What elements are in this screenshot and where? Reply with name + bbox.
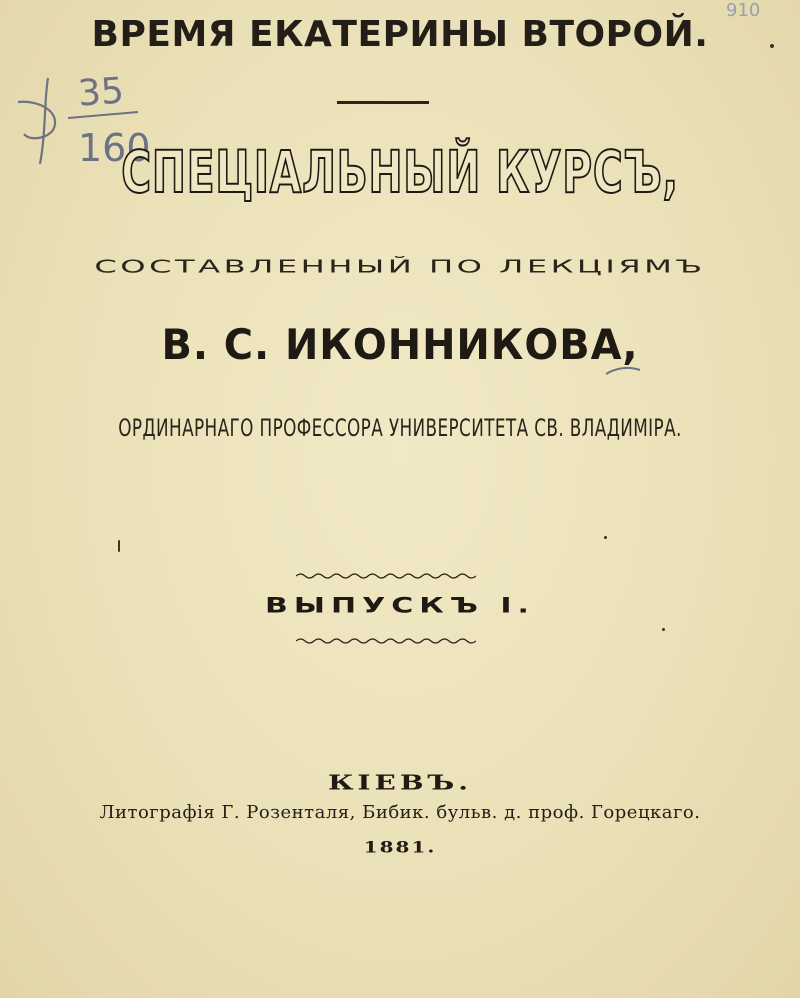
speck-4: [662, 628, 665, 631]
speck-2: [604, 536, 607, 539]
author-name: В. С. ИКОННИКОВА,: [161, 320, 639, 369]
title-divider: [337, 101, 429, 104]
imprint-publisher: Литографія Г. Розенталя, Бибик. бульв. д. проф. Горецкаго.: [99, 802, 701, 823]
imprint-city: КІЕВЪ.: [327, 770, 473, 795]
ornament-bottom: [296, 636, 476, 646]
composed-line: СОСТАВЛЕННЫЙ ПО ЛЕКЦІЯМЪ: [94, 256, 706, 277]
era-title: ВРЕМЯ ЕКАТЕРИНЫ ВТОРОЙ.: [91, 14, 709, 55]
ornament-top: [296, 571, 476, 581]
author-title: ОРДИНАРНАГО ПРОФЕССОРА УНИВЕРСИТЕТА СВ. ВЛАДИМІРА.: [118, 414, 682, 442]
pencil-stroke: [604, 360, 644, 380]
issue-label: ВЫПУСКЪ I.: [265, 592, 535, 619]
shelf-mark-bottom: 160: [78, 126, 151, 170]
shelf-mark-top: 35: [76, 70, 126, 115]
corner-mark: 910: [726, 0, 761, 21]
course-title: СПЕЦІАЛЬНЫЙ КУРСЪ,: [121, 138, 679, 206]
speck-3: [118, 540, 120, 552]
speck-1: [770, 44, 774, 48]
imprint-year: 1881.: [363, 837, 437, 857]
